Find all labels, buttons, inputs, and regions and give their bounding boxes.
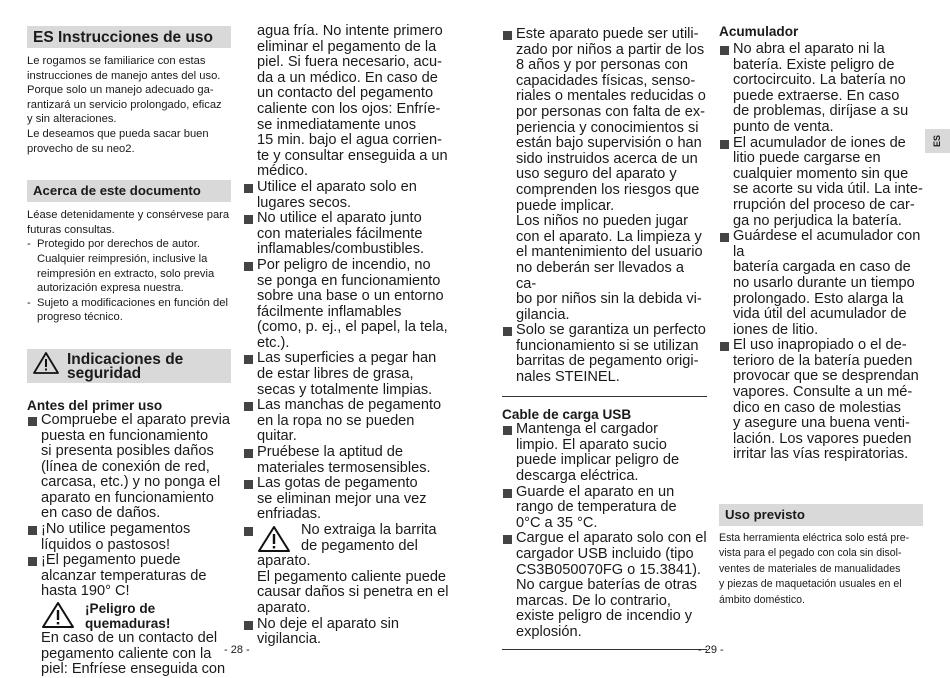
list-item xyxy=(719,136,923,230)
text-line: lugares secos. xyxy=(257,194,352,211)
text-line: piel. Si fuera necesario, acu- xyxy=(257,54,442,71)
list-item xyxy=(719,229,923,338)
text-line: riales o mentales reducidas o xyxy=(516,88,706,105)
text-line: litio puede cargarse en xyxy=(733,150,881,167)
text-line: Las gotas de pegamento xyxy=(257,475,418,492)
text-line: ga no perjudica la batería. xyxy=(733,212,902,229)
text-line: puede extraerse. En caso xyxy=(733,87,900,104)
text-line: no usarlo durante un tiempo xyxy=(733,274,915,291)
text-line: te y consultar enseguida a un xyxy=(257,147,448,164)
text-line: de problemas, diríjase a su xyxy=(733,103,909,120)
text-line: si presenta posibles daños xyxy=(41,443,214,460)
list-item xyxy=(243,351,455,398)
section-title-intended-use: Uso previsto xyxy=(719,504,923,526)
list-item xyxy=(719,42,923,136)
text-line: bo por niños sin la debida vi- xyxy=(516,291,702,308)
list-item xyxy=(27,237,231,295)
intended-use-text xyxy=(719,531,923,608)
text-line: capacidades físicas, senso- xyxy=(516,72,696,89)
text-line: vista para el pegado con cola sin disol- xyxy=(719,547,902,560)
text-line: con el aparato. La limpieza y xyxy=(516,228,702,245)
section-title-document: Acerca de este documento xyxy=(27,180,231,202)
page-number-right: - 29 - xyxy=(698,644,724,656)
text-line: ventes de materiales de manualidades xyxy=(719,562,901,575)
text-line: iones de litio. xyxy=(733,321,819,338)
divider xyxy=(502,396,707,397)
text-line: y sin alteraciones. xyxy=(27,113,117,126)
text-line: ¡Peligro de xyxy=(85,601,156,617)
text-line: materiales termosensibles. xyxy=(257,459,431,476)
text-line: comprenden los riesgos que xyxy=(516,181,700,198)
text-line: quitar. xyxy=(257,428,297,445)
text-line: No utilice el aparato junto xyxy=(257,210,422,227)
text-line: Este aparato puede ser utili- xyxy=(516,26,699,42)
text-line: 15 min. bajo el agua corrien- xyxy=(257,132,442,149)
subsection-title-before-use: Antes del primer uso xyxy=(27,397,163,413)
text-line: puesta en funcionamiento xyxy=(41,427,209,444)
warning-icon xyxy=(257,525,291,553)
text-line: periencia y conocimientos si xyxy=(516,119,699,136)
subsection-title-accumulator: Acumulador xyxy=(719,24,799,39)
text-line: fácilmente inflamables xyxy=(257,303,402,320)
text-line: irritar las vías respiratorias. xyxy=(733,446,909,463)
text-line: con materiales fácilmente xyxy=(257,225,423,242)
safety-title-text xyxy=(67,350,184,382)
text-line: CS3B050070FG o 15.3841). xyxy=(516,561,701,578)
text-line: Pruébese la aptitud de xyxy=(257,444,404,461)
text-line: batería cargada en caso de xyxy=(733,259,911,276)
text-line: Compruebe el aparato previa xyxy=(41,411,231,428)
text-line: punto de venta. xyxy=(733,118,834,135)
text-line: de pegamento del xyxy=(301,537,418,554)
text-line: instrucciones de manejo antes del uso. xyxy=(27,69,221,82)
text-line: líquidos o pastosos! xyxy=(41,536,170,553)
list-item xyxy=(502,422,707,484)
continuation-text xyxy=(243,24,455,180)
text-line: el mantenimiento del usuario xyxy=(516,244,703,261)
text-line: (como, p. ej., el papel, la tela, xyxy=(257,319,448,336)
text-line: etc.). xyxy=(257,334,290,351)
text-line: y piezas de maquetación usuales en el xyxy=(719,578,902,591)
language-tab xyxy=(925,129,950,153)
col3-bullet-list xyxy=(502,27,707,386)
text-line: y asegure una buena venti- xyxy=(733,415,910,432)
text-line: Solo se garantiza un perfecto xyxy=(516,322,706,339)
text-line: alcanzar temperaturas de xyxy=(41,567,207,584)
page-number-left: - 28 - xyxy=(224,644,250,656)
text-line: terioro de la batería pueden xyxy=(733,352,913,369)
text-line: dico en caso de molestias xyxy=(733,399,901,416)
text-line: provocar que se desprendan xyxy=(733,368,919,385)
glue-warning-continuation xyxy=(257,554,455,616)
list-item xyxy=(243,258,455,352)
text-line: por personas con falta de ex- xyxy=(516,103,706,120)
text-line: El uso inapropiado o el de- xyxy=(733,337,907,354)
list-item xyxy=(243,398,455,445)
section-title-safety xyxy=(27,349,231,383)
text-line: - Protegido por derechos de autor. xyxy=(37,238,200,251)
text-line: carcasa, etc.) y no ponga el xyxy=(41,474,221,491)
text-line: rantizará un servicio prolongado, eficaz xyxy=(27,98,222,111)
text-line: pegamento caliente con la xyxy=(41,645,212,662)
text-line: cualquier momento sin que xyxy=(733,165,909,182)
text-line: batería. Existe peligro de xyxy=(733,56,895,73)
text-line: Mantenga el cargador xyxy=(516,421,658,438)
burn-warning xyxy=(41,601,231,678)
text-line: caliente con los ojos: Enfríe- xyxy=(257,100,441,117)
text-line: da a un médico. En caso de xyxy=(257,69,438,86)
text-line: 0°C a 35 °C. xyxy=(516,514,598,531)
text-line: Cualquier reimpresión, inclusive la xyxy=(37,252,208,265)
text-line: prolongado. Esto alarga la xyxy=(733,290,904,307)
text-line: aparato. xyxy=(257,599,311,616)
list-item xyxy=(502,27,707,323)
text-line: piel: Enfríese enseguida con xyxy=(41,661,226,678)
text-line: ámbito doméstico. xyxy=(719,593,805,606)
text-line: están bajo supervisión o han xyxy=(516,135,702,152)
text-line: rango de temperatura de xyxy=(516,499,677,516)
warning-icon xyxy=(33,351,59,375)
list-item xyxy=(27,522,231,553)
text-line: autorización expresa nuestra. xyxy=(37,282,184,295)
text-line: eliminar el pegamento de la xyxy=(257,38,437,55)
text-line: un contacto del pegamento xyxy=(257,85,434,102)
divider xyxy=(502,649,707,650)
text-line: Utilice el aparato solo en xyxy=(257,178,417,195)
text-line: funcionamiento si se utilizan xyxy=(516,337,699,354)
language-tab-label: ES xyxy=(932,134,943,148)
text-line: cortocircuito. La batería no xyxy=(733,72,906,89)
page-title: ES Instrucciones de uso xyxy=(27,26,231,48)
subsection-title-usb: Cable de carga USB xyxy=(502,406,632,422)
text-line: Por peligro de incendio, no xyxy=(257,256,431,273)
text-line: no deberán ser llevados a ca- xyxy=(516,259,684,292)
text-line: médico. xyxy=(257,163,309,180)
text-line: No deje el aparato sin xyxy=(257,615,399,632)
list-item xyxy=(27,413,231,522)
text-line: cargador USB incluido (tipo xyxy=(516,546,694,562)
text-line: Le deseamos que pueda sacar buen xyxy=(27,127,209,140)
text-line: rrupción del proceso de car- xyxy=(733,196,915,213)
left-column-2 xyxy=(243,24,455,648)
text-line: 8 años y por personas con xyxy=(516,57,688,74)
text-line: enfriadas. xyxy=(257,506,322,523)
text-line: No extraiga la barrita xyxy=(301,522,437,538)
text-line: vida útil del acumulador de xyxy=(733,306,907,323)
text-line: se acorte su vida útil. La inte- xyxy=(733,181,923,198)
text-line: provecho de su neo2. xyxy=(27,142,135,155)
text-line: existe peligro de incendio y xyxy=(516,608,693,625)
text-line: Las manchas de pegamento xyxy=(257,397,442,414)
text-line: zado por niños a partir de los xyxy=(516,41,705,58)
list-item xyxy=(27,296,231,325)
text-line: en caso de daños. xyxy=(41,505,161,522)
text-line: ¡El pegamento puede xyxy=(41,552,181,569)
text-line: sobre una base o un entorno xyxy=(257,288,444,305)
text-line: gilancia. xyxy=(516,306,570,323)
list-item xyxy=(502,485,707,532)
text-line: aparato en funcionamiento xyxy=(41,489,214,506)
text-line: limpio. El aparato sucio xyxy=(516,436,667,453)
text-line: vapores. Consulte a un mé- xyxy=(733,384,913,401)
text-line: descarga eléctrica. xyxy=(516,468,639,485)
text-line: barritas de pegamento origi- xyxy=(516,353,699,370)
left-column-1 xyxy=(27,0,231,678)
text-line: vigilancia. xyxy=(257,631,322,648)
text-line: futuras consultas. xyxy=(27,223,115,236)
text-line: de estar libres de grasa, xyxy=(257,366,414,383)
text-line: - Sujeto a modificaciones en función del xyxy=(37,296,228,309)
text-line: Guárdese el acumulador con la xyxy=(733,228,921,260)
list-item xyxy=(243,211,455,258)
text-line: Indicaciones de xyxy=(67,350,184,368)
col1-bullet-list xyxy=(27,413,231,600)
text-line: se ponga en funcionamiento xyxy=(257,272,441,289)
text-line: Guarde el aparato en un xyxy=(516,483,675,500)
text-line: secas y totalmente limpias. xyxy=(257,381,433,398)
text-line: Le rogamos se familiarice con estas xyxy=(27,55,206,67)
document-text xyxy=(27,208,231,325)
text-line: seguridad xyxy=(67,364,142,382)
col2-bullet-list xyxy=(243,180,455,523)
text-line: se inmediatamente unos xyxy=(257,116,417,133)
text-line: en la ropa no se pueden xyxy=(257,412,415,429)
burn-warning-title xyxy=(85,601,170,631)
text-line: marcas. De lo contrario, xyxy=(516,592,671,609)
text-line: No abra el aparato ni la xyxy=(733,41,885,57)
text-line: Porque solo un manejo adecuado ga- xyxy=(27,84,214,97)
text-line: Cargue el aparato solo con el xyxy=(516,530,707,547)
text-line: Esta herramienta eléctrica solo está pre- xyxy=(719,532,910,545)
list-item xyxy=(502,531,707,640)
text-line: (línea de conexión de red, xyxy=(41,458,210,475)
right-column-2 xyxy=(719,24,923,608)
text-line: sido instruidos acerca de un xyxy=(516,150,698,167)
text-line: Los niños no pueden jugar xyxy=(516,213,689,230)
usb-bullet-list xyxy=(502,422,707,640)
list-item xyxy=(243,476,455,523)
warning-icon xyxy=(41,601,75,629)
text-line: El pegamento caliente puede xyxy=(257,568,447,585)
text-line: nales STEINEL. xyxy=(516,369,620,386)
text-line: ¡No utilice pegamentos xyxy=(41,521,191,538)
burn-warning-text xyxy=(41,631,231,678)
text-line: explosión. xyxy=(516,623,582,640)
right-column-1 xyxy=(502,27,707,650)
glue-warning-text xyxy=(301,523,436,554)
text-line: Léase detenidamente y consérvese para xyxy=(27,209,230,222)
text-line: lación. Los vapores pueden xyxy=(733,430,912,447)
glue-warning-item xyxy=(243,523,455,617)
accumulator-bullet-list xyxy=(719,42,923,463)
text-line: se eliminan mejor una vez xyxy=(257,490,427,507)
text-line: agua fría. No intente primero xyxy=(257,23,443,39)
text-line: El acumulador de iones de xyxy=(733,134,906,151)
intro-text xyxy=(27,54,231,156)
text-line: quemaduras! xyxy=(85,616,171,632)
text-line: puede implicar peligro de xyxy=(516,452,680,469)
text-line: No cargue baterías de otras xyxy=(516,577,697,594)
text-line: progreso técnico. xyxy=(37,311,123,324)
list-item xyxy=(502,323,707,385)
text-line: En caso de un contacto del xyxy=(41,630,218,647)
list-item xyxy=(27,553,231,600)
text-line: puede implicar. xyxy=(516,197,615,214)
text-line: reimpresión en extracto, solo previa xyxy=(37,267,215,280)
text-line: hasta 190° C! xyxy=(41,583,130,600)
text-line: aparato. xyxy=(257,553,311,570)
text-line: uso seguro del aparato y xyxy=(516,166,677,183)
text-line: inflamables/combustibles. xyxy=(257,241,425,258)
text-line: causar daños si penetra en el xyxy=(257,584,449,601)
list-item xyxy=(243,180,455,211)
list-item xyxy=(243,445,455,476)
list-item xyxy=(243,617,455,648)
text-line: Las superficies a pegar han xyxy=(257,350,437,367)
list-item xyxy=(719,338,923,463)
